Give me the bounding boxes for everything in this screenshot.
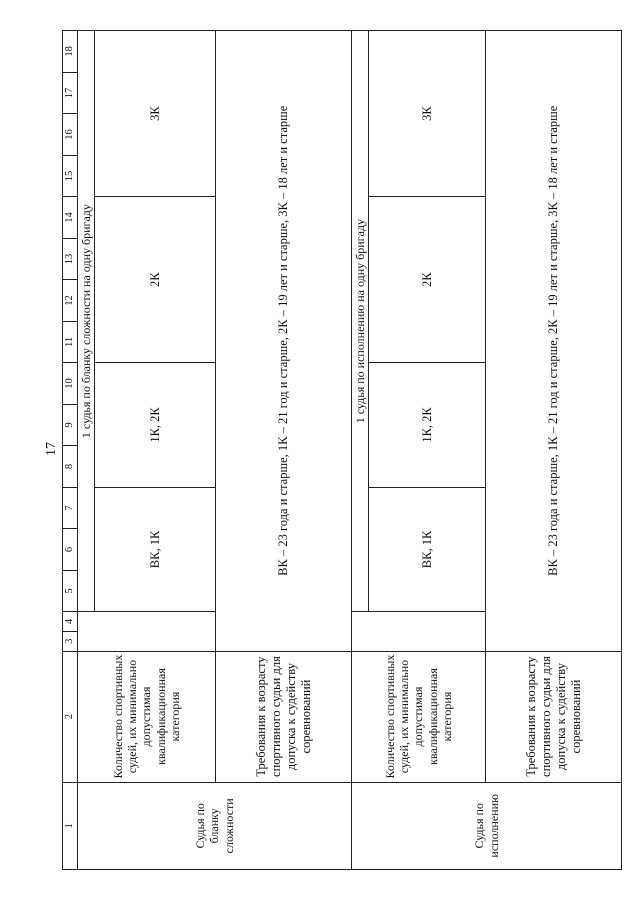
page-number: 17 bbox=[44, 442, 59, 456]
row-label: Судья по исполнению bbox=[352, 782, 622, 869]
col-num: 2 bbox=[63, 651, 78, 782]
row-label: Судья по бланку сложности bbox=[78, 782, 352, 869]
category-cell: ВК, 1К bbox=[95, 487, 216, 612]
category-cell: 3К bbox=[95, 31, 216, 197]
category-cell: 3К bbox=[369, 31, 486, 197]
category-cell: ВК, 1К bbox=[369, 487, 486, 612]
category-cell: 2К bbox=[95, 197, 216, 363]
category-cell: 1К, 2К bbox=[369, 363, 486, 488]
col-num: 13 bbox=[63, 238, 78, 280]
col-num: 1 bbox=[63, 782, 78, 869]
col-num: 15 bbox=[63, 155, 78, 197]
band-text: 1 судья по исполнению на одну бригаду bbox=[352, 31, 369, 612]
section-1-age-row bbox=[216, 31, 275, 870]
col-num: 7 bbox=[63, 487, 78, 529]
age-label: Требования к возрасту спортивного судьи для допуска к судейству соревнований bbox=[216, 651, 352, 782]
quantity-label: Количество спортивных судей, их минимально допустимая квалификационная категория bbox=[352, 651, 486, 782]
col-num: 18 bbox=[63, 31, 78, 73]
band-text: 1 судья по бланку сложности на одну бригаду bbox=[78, 31, 95, 612]
section-2-band-row bbox=[352, 31, 369, 870]
category-cell: 2К bbox=[369, 197, 486, 363]
section-1-band-row bbox=[78, 31, 95, 870]
col-num: 4 bbox=[63, 612, 78, 632]
col-num: 5 bbox=[63, 570, 78, 612]
section-2-age-row bbox=[486, 31, 545, 870]
age-text: ВК – 23 года и старше, 1К – 21 год и старше, 2К – 19 лет и старше, 3К – 18 лет и старше bbox=[486, 31, 622, 652]
column-number-row bbox=[63, 31, 78, 870]
col-num: 14 bbox=[63, 197, 78, 239]
age-text: ВК – 23 года и старше, 1К – 21 год и старше, 2К – 19 лет и старше, 3К – 18 лет и старше bbox=[216, 31, 352, 652]
empty-cell bbox=[352, 612, 486, 651]
age-label: Требования к возрасту спортивного судьи для допуска к судейству соревнований bbox=[486, 651, 622, 782]
col-num: 10 bbox=[63, 363, 78, 405]
col-num: 8 bbox=[63, 446, 78, 488]
col-num: 6 bbox=[63, 529, 78, 571]
col-num: 12 bbox=[63, 280, 78, 322]
col-num: 16 bbox=[63, 114, 78, 156]
rotated-table-wrapper bbox=[62, 30, 622, 870]
judges-table bbox=[62, 30, 622, 870]
category-cell: 1К, 2К bbox=[95, 363, 216, 488]
col-num: 11 bbox=[63, 321, 78, 363]
col-num: 3 bbox=[63, 631, 78, 651]
col-num: 9 bbox=[63, 404, 78, 446]
col-num: 17 bbox=[63, 72, 78, 114]
quantity-label: Количество спортивных судей, их минимально допустимая квалификационная категория bbox=[78, 651, 216, 782]
empty-cell bbox=[78, 612, 216, 651]
